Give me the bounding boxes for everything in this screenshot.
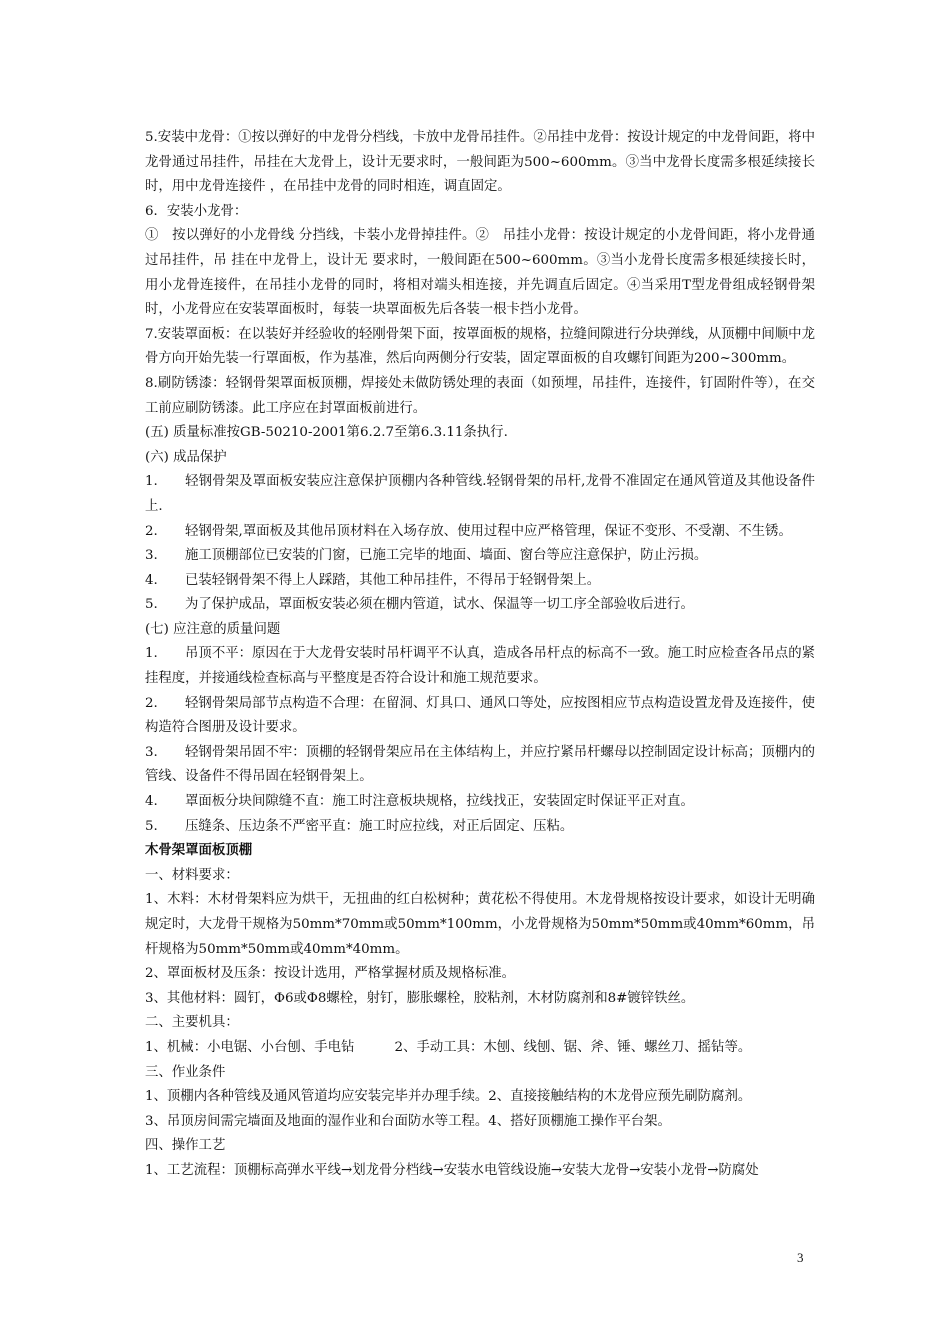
- quality-issues-heading: (七) 应注意的质量问题: [145, 621, 281, 637]
- item-text: 轻钢骨架吊固不牢：顶棚的轻钢骨架应吊在主体结构上，并应拧紧吊杆螺母以控制固定设计标高；顶棚内的管线、设备件不得吊固在轻钢骨架上。: [145, 744, 815, 785]
- item-number: 5.: [145, 597, 158, 613]
- item-number: 2.: [145, 523, 158, 539]
- material-item: 2、罩面板材及压条：按设计选用，严格掌握材质及规格标准。: [145, 966, 516, 982]
- quality-issue-item: [145, 692, 815, 741]
- material-item: 3、其他材料：圆钉，Φ6或Φ8螺栓，射钉，膨胀螺栓，胶粘剂，木材防腐剂和8#镀锌铁丝。: [145, 990, 695, 1006]
- item-number: 4.: [145, 794, 158, 810]
- protection-item: [145, 569, 815, 594]
- item-text: 吊顶不平：原因在于大龙骨安装时吊杆调平不认真，造成各吊杆点的标高不一致。施工时应检查各吊点的紧挂程度，并接通线检查标高与平整度是否符合设计和施工规范要求。: [145, 646, 815, 687]
- item-number: 1.: [145, 646, 158, 662]
- process-line: 1、工艺流程：顶棚标高弹水平线→划龙骨分档线→安装水电管线设施→安装大龙骨→安装小龙骨→防腐处: [145, 1162, 759, 1178]
- materials-heading: 一、材料要求：: [145, 867, 239, 883]
- item-text: 罩面板分块间隙缝不直：施工时注意板块规格，拉线找正，安装固定时保证平正对直。: [185, 794, 694, 810]
- item-number: 5.: [145, 818, 158, 834]
- quality-issue-item: [145, 642, 815, 691]
- item-number: 4.: [145, 572, 158, 588]
- conditions-heading: 三、作业条件: [145, 1064, 226, 1080]
- quality-issue-item: [145, 741, 815, 790]
- step-7-paragraph: 7.安装罩面板：在以装好并经验收的轻刚骨架下面，按罩面板的规格，拉缝间隙进行分块弹线，从顶棚中间顺中龙骨方向开始先装一行罩面板，作为基准，然后向两侧分行安装，固定罩面板的自攻螺钉间距为200~300mm。: [145, 326, 815, 367]
- item-text: 已装轻钢骨架不得上人踩踏，其他工种吊挂件，不得吊于轻钢骨架上。: [185, 572, 601, 588]
- step-8-paragraph: 8.刷防锈漆：轻钢骨架罩面板顶棚，焊接处未做防锈处理的表面（如预埋，吊挂件，连接件，钉固附件等），在交工前应刷防锈漆。此工序应在封罩面板前进行。: [145, 375, 815, 416]
- item-number: 3.: [145, 744, 158, 760]
- quality-issue-item: [145, 790, 815, 815]
- item-text: 轻钢骨架及罩面板安装应注意保护顶棚内各种管线.轻钢骨架的吊杆,龙骨不准固定在通风管道及其他设备件上.: [145, 474, 815, 514]
- item-text: 轻钢骨架,罩面板及其他吊顶材料在入场存放、使用过程中应严格管理，保证不变形、不受潮、不生锈。: [185, 523, 792, 539]
- item-number: 3.: [145, 548, 158, 564]
- item-text: 轻钢骨架局部节点构造不合理：在留洞、灯具口、通风口等处，应按图相应节点构造设置龙骨及连接件，使构造符合图册及设计要求。: [145, 695, 815, 736]
- item-text: 施工顶棚部位已安装的门窗，已施工完毕的地面、墙面、窗台等应注意保护，防止污损。: [185, 548, 708, 564]
- condition-line: 1、顶棚内各种管线及通风管道均应安装完毕并办理手续。2、直接接触结构的木龙骨应预先刷防腐剂。: [145, 1089, 752, 1105]
- section-title: 木骨架罩面板顶棚: [145, 843, 253, 859]
- step-6-paragraph: ① 按以弹好的小龙骨线 分挡线，卡装小龙骨掉挂件。② 吊挂小龙骨：按设计规定的小龙骨间距，将小龙骨通过吊挂件，吊 挂在中龙骨上，设计无 要求时，一般间距在500~600mm。③当小龙骨长度需多根延续接长时，用小龙骨连接件，在吊挂小龙骨的同时，将相对端头相连接，并先调直后固定。④当采用T型龙骨组成轻钢骨架时，小龙骨应在安装罩面板时，每装一块罩面板先后各装一根卡挡小龙骨。: [145, 228, 815, 318]
- item-number: 1.: [145, 474, 158, 490]
- process-heading: 四、操作工艺: [145, 1138, 226, 1154]
- protection-item: [145, 470, 815, 519]
- item-text: 为了保护成品，罩面板安装必须在棚内管道，试水、保温等一切工序全部验收后进行。: [185, 597, 694, 613]
- quality-issue-item: [145, 815, 815, 840]
- quality-standard-line: (五) 质量标准按GB-50210-2001第6.2.7至第6.3.11条执行.: [145, 425, 508, 441]
- step-5-paragraph: 5.安装中龙骨：①按以弹好的中龙骨分档线，卡放中龙骨吊挂件。②吊挂中龙骨：按设计规定的中龙骨间距，将中龙骨通过吊挂件，吊挂在大龙骨上，设计无要求时，一般间距为500~600mm。③当中龙骨长度需多根延续接长时，用中龙骨连接件 ，在吊挂中龙骨的同时相连，调直固定。: [145, 130, 815, 195]
- material-item: 1、木料：木材骨架料应为烘干，无扭曲的红白松树种；黄花松不得使用。木龙骨规格按设计要求，如设计无明确规定时，大龙骨干规格为50mm*70mm或50mm*100mm，小龙骨规格为50mm*50mm或40mm*60mm，吊杆规格为50mm*50mm或40mm*40mm。: [145, 892, 815, 957]
- tools-line: 1、机械：小电锯、小台刨、手电钻 2、手动工具：木刨、线刨、锯、斧、锤、螺丝刀、摇钻等。: [145, 1039, 752, 1055]
- item-number: 2.: [145, 695, 158, 711]
- item-text: 压缝条、压边条不严密平直：施工时应拉线，对正后固定、压粘。: [185, 818, 574, 834]
- page-number: 3: [797, 1250, 804, 1265]
- protection-item: [145, 544, 815, 569]
- page-content: [145, 126, 815, 1184]
- tools-heading: 二、主要机具：: [145, 1015, 239, 1031]
- protection-item: [145, 520, 815, 545]
- condition-line: 3、吊顶房间需完墙面及地面的湿作业和台面防水等工程。4、搭好顶棚施工操作平台架。: [145, 1113, 671, 1129]
- protection-item: [145, 593, 815, 618]
- protection-heading: (六) 成品保护: [145, 449, 227, 465]
- step-6-heading: 6．安装小龙骨：: [145, 203, 248, 219]
